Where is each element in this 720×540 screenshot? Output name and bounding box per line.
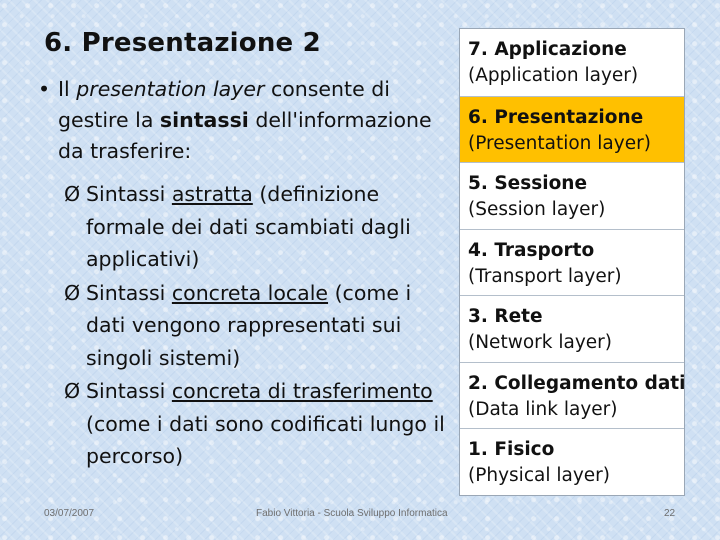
layer-english-name: (Physical layer) xyxy=(468,465,610,486)
layer-english-name: (Presentation layer) xyxy=(468,132,651,154)
main-bullet xyxy=(38,74,450,167)
arrow-bullet-icon: Ø xyxy=(64,379,81,403)
sub-bullet-underlined: concreta di trasferimento xyxy=(171,379,433,403)
sub-bullet-concrete-transfer xyxy=(38,375,450,473)
bullet-text-part-1: Il xyxy=(58,77,77,101)
layer-name: 1. Fisico xyxy=(468,439,555,460)
layer-application xyxy=(460,29,684,96)
layer-data-link xyxy=(460,362,684,429)
layer-name: 6. Presentazione xyxy=(468,106,644,128)
sub-bullet-pre: Sintassi xyxy=(86,379,172,403)
page-number: 22 xyxy=(664,508,676,519)
layer-transport xyxy=(460,229,684,296)
layer-network xyxy=(460,295,684,362)
bullet-text-part-2: consente di gestire la xyxy=(58,77,390,132)
layer-name: 4. Trasporto xyxy=(468,239,595,261)
layer-name: 2. Collegamento dati xyxy=(468,372,686,394)
sub-bullet-post: (come i dati vengono rappresentati sui singoli sistemi) xyxy=(86,280,412,370)
slide-body xyxy=(38,74,450,473)
sub-bullet-underlined: concreta locale xyxy=(171,280,329,305)
layer-physical xyxy=(460,428,684,495)
layer-name: 3. Rete xyxy=(468,306,543,327)
sub-bullet-post: (come i dati sono codificati lungo il percorso) xyxy=(86,411,445,468)
layer-english-name: (Session layer) xyxy=(468,199,606,220)
arrow-bullet-icon: Ø xyxy=(64,280,81,305)
footer-author: Fabio Vittoria - Scuola Sviluppo Informatica xyxy=(256,508,448,519)
layer-english-name: (Network layer) xyxy=(468,332,612,353)
sub-bullet-abstract xyxy=(38,178,450,276)
bullet-text-bold: sintassi xyxy=(159,108,249,132)
sub-bullet-post: (definizione formale dei dati scambiati dagli applicativi) xyxy=(86,182,411,271)
layer-english-name: (Transport layer) xyxy=(468,265,622,287)
sub-bullet-concrete-local xyxy=(38,277,450,375)
layer-name: 7. Applicazione xyxy=(468,39,627,60)
layer-presentation-highlighted xyxy=(460,96,684,163)
arrow-bullet-icon: Ø xyxy=(64,182,81,206)
sub-bullet-list xyxy=(38,178,450,473)
slide-title: 6. Presentazione 2 xyxy=(44,28,321,58)
layer-english-name: (Application layer) xyxy=(468,65,639,86)
bullet-text-italic: presentation layer xyxy=(76,77,265,101)
sub-bullet-underlined: astratta xyxy=(171,182,253,206)
bullet-marker: • xyxy=(38,77,51,101)
sub-bullet-pre: Sintassi xyxy=(86,280,172,305)
bullet-text-part-3: dell'informazione da trasferire: xyxy=(58,108,432,163)
sub-bullet-pre: Sintassi xyxy=(86,182,172,206)
footer-date: 03/07/2007 xyxy=(44,508,95,519)
layer-name: 5. Sessione xyxy=(468,173,588,194)
layer-session xyxy=(460,162,684,229)
layer-english-name: (Data link layer) xyxy=(468,398,618,420)
osi-layer-stack xyxy=(459,28,685,496)
